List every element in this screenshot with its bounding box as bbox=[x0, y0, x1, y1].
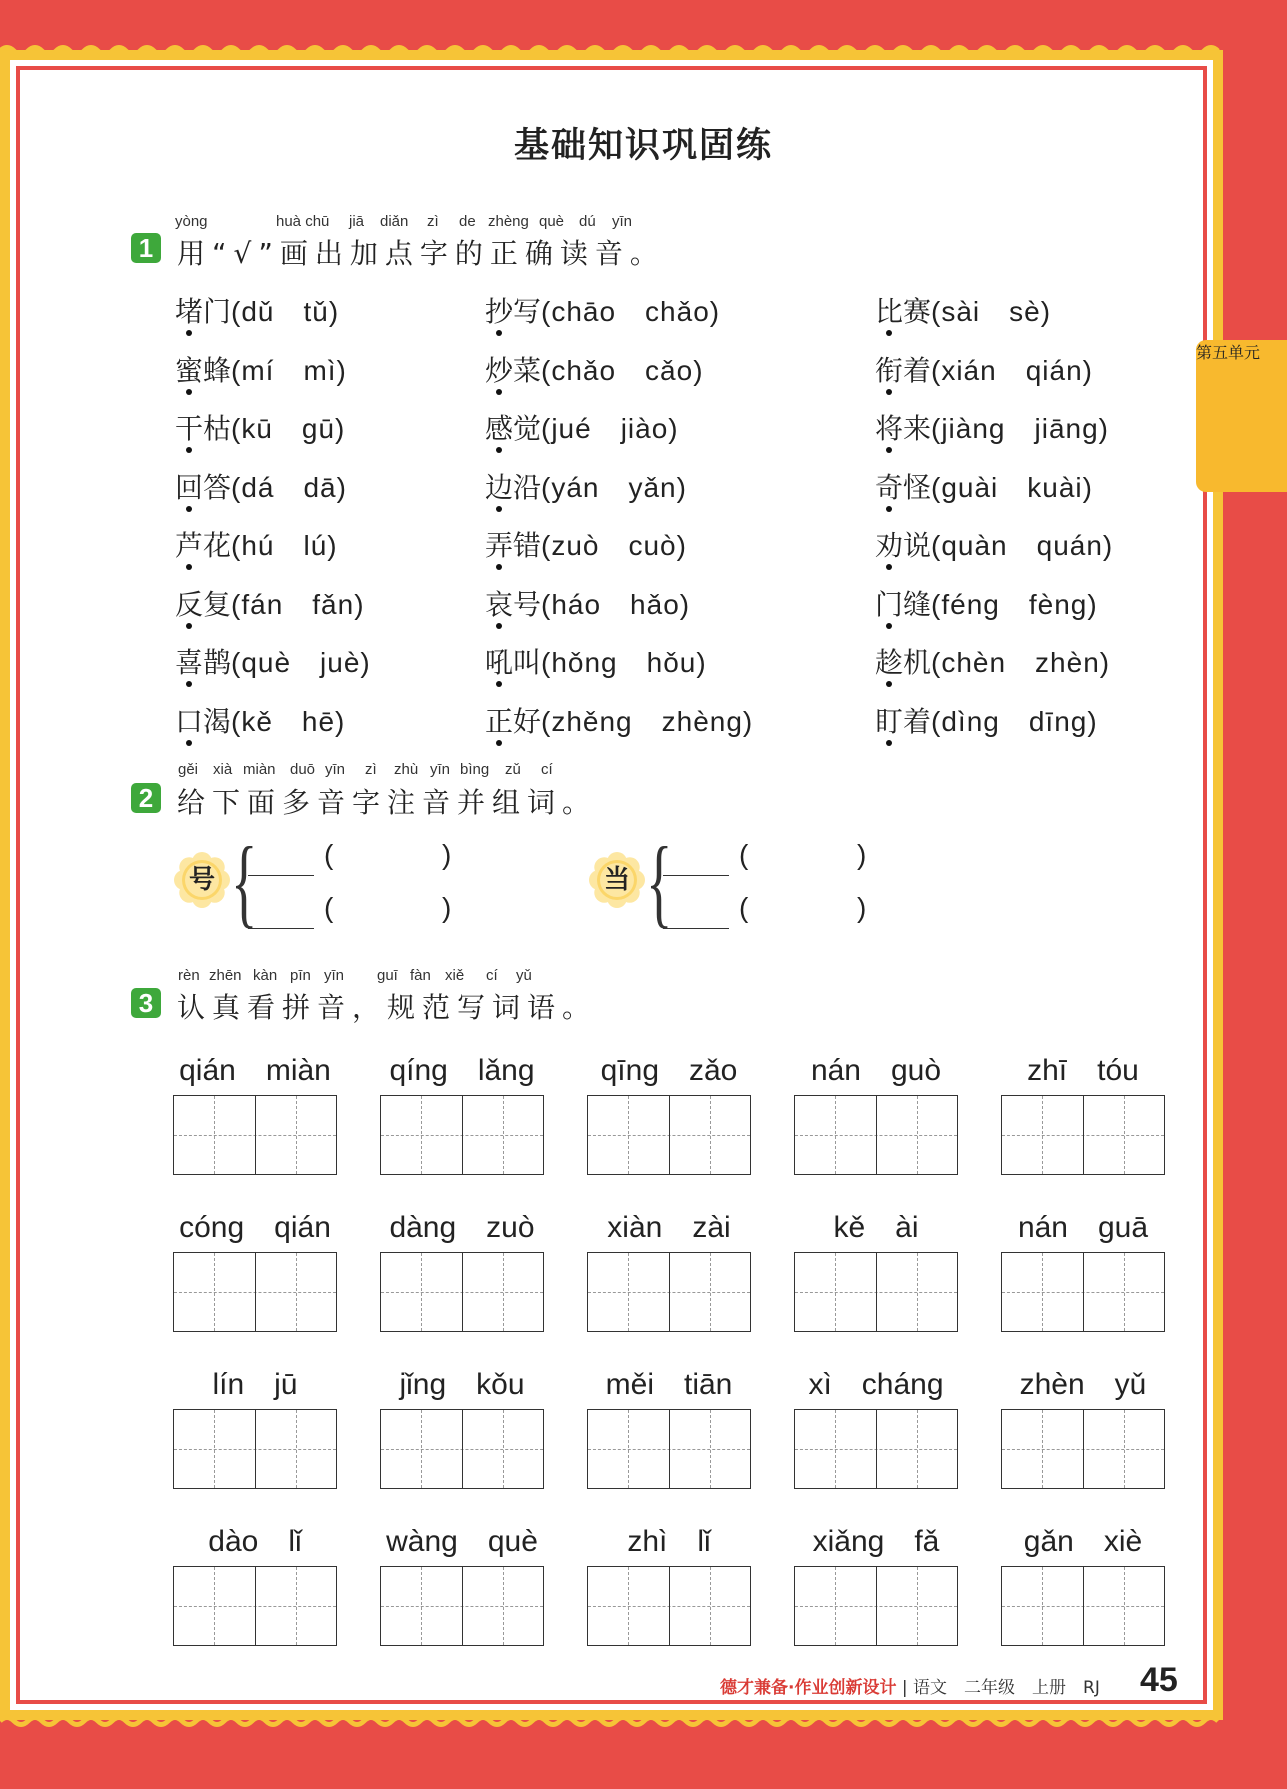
left-brace: { bbox=[231, 826, 258, 937]
writing-box[interactable] bbox=[587, 1566, 751, 1646]
writing-box[interactable] bbox=[380, 1566, 544, 1646]
pinyin-annotation: xiě bbox=[445, 967, 465, 984]
pinyin-annotation: zhù bbox=[394, 761, 419, 778]
writing-box[interactable] bbox=[1001, 1095, 1165, 1175]
emphasis-dot bbox=[886, 389, 892, 395]
pinyin-annotation: zǔ bbox=[505, 761, 521, 778]
word-pinyin: zhì lǐ bbox=[627, 1525, 711, 1558]
left-brace: { bbox=[646, 826, 673, 937]
emphasis-dot bbox=[496, 681, 502, 687]
paren-close: ) bbox=[857, 839, 867, 870]
reading-item bbox=[875, 466, 1093, 506]
top-wave-border bbox=[0, 44, 1223, 58]
emphasis-dot bbox=[886, 623, 892, 629]
word-pinyin: xiǎng fǎ bbox=[812, 1525, 940, 1558]
word-pinyin: dàng zuò bbox=[389, 1211, 535, 1244]
pinyin-annotation: kàn bbox=[253, 967, 278, 984]
paren-open: ( bbox=[324, 892, 334, 923]
word-pinyin: nán guò bbox=[810, 1054, 942, 1087]
reading-options[interactable]: (hú lú) bbox=[231, 530, 338, 561]
writing-box[interactable] bbox=[794, 1095, 958, 1175]
reading-options[interactable]: (zuò cuò) bbox=[541, 530, 687, 561]
reading-word: 劝说 bbox=[875, 529, 932, 562]
reading-options[interactable]: (kě hē) bbox=[231, 705, 346, 737]
writing-box[interactable] bbox=[173, 1409, 337, 1489]
reading-options[interactable]: (hǒng hǒu) bbox=[541, 647, 707, 678]
reading-item bbox=[175, 407, 345, 447]
question-1-pinyin bbox=[0, 213, 800, 231]
writing-box[interactable] bbox=[587, 1095, 751, 1175]
paren-open: ( bbox=[739, 839, 749, 870]
reading-options[interactable]: (guài kuài) bbox=[931, 471, 1093, 503]
emphasis-dot bbox=[186, 389, 192, 395]
reading-word: 蜜蜂 bbox=[175, 353, 232, 387]
reading-options[interactable]: (chāo chǎo) bbox=[541, 296, 721, 327]
emphasis-dot bbox=[496, 447, 502, 453]
reading-item bbox=[175, 290, 339, 330]
pinyin-annotation: zhèng bbox=[488, 213, 529, 230]
word-pinyin: jǐng kǒu bbox=[399, 1368, 525, 1401]
reading-item bbox=[485, 641, 707, 681]
writing-box[interactable] bbox=[380, 1409, 544, 1489]
reading-word: 边沿 bbox=[485, 470, 542, 504]
footer-text bbox=[720, 1673, 1100, 1698]
pinyin-annotation: fàn bbox=[410, 967, 431, 984]
emphasis-dot bbox=[496, 623, 502, 629]
pinyin-annotation: jiā bbox=[349, 213, 365, 230]
reading-word: 将来 bbox=[875, 412, 932, 445]
polyphone-char: 号 bbox=[188, 865, 215, 895]
reading-word: 回答 bbox=[175, 470, 232, 504]
word-pinyin: zhī tóu bbox=[1027, 1054, 1139, 1087]
reading-item bbox=[875, 641, 1110, 681]
reading-options[interactable]: (féng fèng) bbox=[931, 588, 1098, 620]
question-3-badge: 3 bbox=[131, 988, 161, 1018]
reading-options[interactable]: (mí mì) bbox=[231, 354, 347, 386]
reading-item bbox=[175, 583, 365, 623]
question-2-pinyin bbox=[0, 761, 800, 779]
pinyin-annotation: yīn bbox=[325, 761, 346, 778]
reading-word: 感觉 bbox=[485, 412, 542, 445]
emphasis-dot bbox=[886, 740, 892, 746]
reading-item bbox=[485, 290, 720, 330]
word-pinyin: qián miàn bbox=[179, 1054, 331, 1087]
reading-options[interactable]: (jué jiào) bbox=[541, 413, 679, 444]
reading-word: 衔着 bbox=[875, 353, 932, 387]
emphasis-dot bbox=[186, 330, 192, 336]
writing-box[interactable] bbox=[794, 1566, 958, 1646]
pinyin-annotation: rèn bbox=[178, 967, 200, 984]
reading-item bbox=[175, 700, 345, 740]
reading-item bbox=[175, 349, 347, 389]
question-3-pinyin bbox=[0, 967, 800, 985]
reading-item bbox=[485, 349, 704, 389]
question-2-badge: 2 bbox=[131, 783, 161, 813]
word-pinyin: lín jū bbox=[212, 1368, 298, 1401]
reading-options[interactable]: (xián qián) bbox=[931, 354, 1093, 386]
reading-word: 喜鹊 bbox=[175, 646, 232, 679]
reading-word: 哀号 bbox=[485, 587, 542, 621]
pinyin-blank[interactable] bbox=[663, 875, 729, 876]
question-2-instruction: 给下面多音字注音并组词。 bbox=[177, 786, 598, 819]
pinyin-annotation: cí bbox=[486, 967, 498, 984]
emphasis-dot bbox=[886, 506, 892, 512]
reading-options[interactable]: (dìng dīng) bbox=[931, 705, 1098, 737]
question-1-badge: 1 bbox=[131, 233, 161, 263]
reading-item bbox=[875, 407, 1109, 447]
reading-word: 趁机 bbox=[875, 646, 932, 679]
reading-item bbox=[875, 524, 1113, 564]
pinyin-annotation: de bbox=[459, 213, 476, 230]
emphasis-dot bbox=[186, 506, 192, 512]
emphasis-dot bbox=[186, 623, 192, 629]
paren-close: ) bbox=[442, 892, 452, 923]
pinyin-annotation: yīn bbox=[430, 761, 451, 778]
reading-word: 抄写 bbox=[485, 295, 542, 328]
unit-tab-label: 第五单元 bbox=[1196, 343, 1261, 362]
reading-options[interactable]: (què juè) bbox=[231, 647, 371, 678]
pinyin-blank[interactable] bbox=[248, 875, 314, 876]
word-pinyin: gǎn xiè bbox=[1023, 1525, 1143, 1558]
writing-box[interactable] bbox=[173, 1252, 337, 1332]
paren-close: ) bbox=[442, 839, 452, 870]
reading-word: 炒菜 bbox=[485, 353, 542, 387]
pinyin-annotation: cí bbox=[541, 761, 553, 778]
reading-options[interactable]: (sài sè) bbox=[931, 296, 1052, 327]
writing-box[interactable] bbox=[173, 1566, 337, 1646]
bottom-wave-border bbox=[0, 1714, 1223, 1728]
reading-options[interactable]: (jiàng jiāng) bbox=[931, 413, 1109, 444]
footer-separator: | bbox=[901, 1678, 908, 1698]
emphasis-dot bbox=[496, 330, 502, 336]
reading-word: 门缝 bbox=[875, 587, 932, 621]
reading-word: 弄错 bbox=[485, 529, 542, 562]
word-pinyin: xiàn zài bbox=[607, 1211, 731, 1244]
reading-options[interactable]: (yán yǎn) bbox=[541, 471, 687, 503]
pinyin-annotation: huà chū bbox=[276, 213, 330, 230]
paren-close: ) bbox=[857, 892, 867, 923]
pinyin-annotation: diǎn bbox=[380, 213, 409, 230]
reading-item bbox=[485, 700, 753, 740]
writing-box[interactable] bbox=[587, 1409, 751, 1489]
writing-box[interactable] bbox=[587, 1252, 751, 1332]
pinyin-annotation: zì bbox=[365, 761, 377, 778]
reading-item bbox=[485, 583, 690, 623]
pinyin-annotation: duō bbox=[290, 761, 316, 778]
reading-options[interactable]: (chǎo cǎo) bbox=[541, 354, 704, 386]
reading-options[interactable]: (kū gū) bbox=[231, 413, 346, 444]
emphasis-dot bbox=[886, 447, 892, 453]
emphasis-dot bbox=[496, 564, 502, 570]
word-pinyin: qíng lǎng bbox=[389, 1054, 535, 1087]
reading-word: 奇怪 bbox=[875, 470, 932, 504]
reading-options[interactable]: (dǔ tǔ) bbox=[231, 296, 340, 327]
writing-box[interactable] bbox=[794, 1252, 958, 1332]
page-title: 基础知识巩固练 bbox=[513, 126, 773, 165]
reading-item bbox=[175, 466, 347, 506]
footer-info: 语文 二年级 上册 RJ bbox=[913, 1678, 1100, 1698]
writing-box[interactable] bbox=[1001, 1252, 1165, 1332]
word-pinyin: qīng zǎo bbox=[600, 1054, 738, 1087]
pinyin-annotation: guī bbox=[377, 967, 398, 984]
word-pinyin: měi tiān bbox=[605, 1368, 733, 1401]
emphasis-dot bbox=[496, 389, 502, 395]
emphasis-dot bbox=[186, 564, 192, 570]
pinyin-annotation: gěi bbox=[178, 761, 199, 778]
pinyin-annotation: dú bbox=[579, 213, 596, 230]
writing-box[interactable] bbox=[1001, 1409, 1165, 1489]
pinyin-annotation: què bbox=[539, 213, 565, 230]
reading-word: 比赛 bbox=[875, 295, 932, 328]
reading-word: 盯着 bbox=[875, 704, 932, 738]
emphasis-dot bbox=[886, 330, 892, 336]
emphasis-dot bbox=[886, 681, 892, 687]
reading-item bbox=[175, 641, 371, 681]
pinyin-annotation: yīn bbox=[324, 967, 345, 984]
footer-brand: 德才兼备·作业创新设计 bbox=[720, 1678, 897, 1698]
writing-box[interactable] bbox=[173, 1095, 337, 1175]
reading-item bbox=[175, 524, 338, 564]
pinyin-annotation: zì bbox=[427, 213, 439, 230]
emphasis-dot bbox=[886, 564, 892, 570]
pinyin-annotation: xià bbox=[213, 761, 233, 778]
reading-item bbox=[875, 349, 1093, 389]
reading-word: 反复 bbox=[175, 587, 232, 621]
reading-word: 干枯 bbox=[175, 412, 232, 445]
reading-word: 堵门 bbox=[175, 295, 232, 328]
word-pinyin: kě ài bbox=[833, 1211, 919, 1244]
pinyin-annotation: yòng bbox=[175, 213, 208, 230]
question-3-instruction: 认真看拼音，规范写词语。 bbox=[177, 991, 598, 1024]
pinyin-blank[interactable] bbox=[663, 928, 729, 929]
reading-item bbox=[875, 290, 1051, 330]
writing-box[interactable] bbox=[1001, 1566, 1165, 1646]
pinyin-annotation: miàn bbox=[243, 761, 276, 778]
paren-open: ( bbox=[739, 892, 749, 923]
word-pinyin: xì cháng bbox=[808, 1368, 944, 1401]
word-pinyin: dào lǐ bbox=[208, 1525, 302, 1558]
reading-options[interactable]: (zhěng zhèng) bbox=[541, 705, 754, 737]
pinyin-annotation: bìng bbox=[460, 761, 490, 778]
question-1-instruction: 用“√”画出加点字的正确读音。 bbox=[177, 237, 665, 270]
reading-word: 芦花 bbox=[175, 529, 232, 562]
reading-options[interactable]: (quàn quán) bbox=[931, 530, 1114, 561]
reading-word: 口渴 bbox=[175, 704, 232, 738]
word-pinyin: cóng qián bbox=[179, 1211, 331, 1244]
emphasis-dot bbox=[186, 681, 192, 687]
reading-item bbox=[485, 407, 679, 447]
polyphone-char: 当 bbox=[603, 865, 630, 895]
reading-word: 正好 bbox=[485, 704, 542, 738]
word-pinyin: nán guā bbox=[1017, 1211, 1149, 1244]
paren-open: ( bbox=[324, 839, 334, 870]
reading-item bbox=[485, 524, 687, 564]
reading-item bbox=[485, 466, 687, 506]
page-number: 45 bbox=[1140, 1661, 1178, 1699]
pinyin-annotation: yǔ bbox=[516, 967, 532, 984]
reading-options[interactable]: (fán fǎn) bbox=[231, 588, 365, 620]
emphasis-dot bbox=[496, 506, 502, 512]
reading-options[interactable]: (háo hǎo) bbox=[541, 588, 691, 620]
word-pinyin: zhèn yǔ bbox=[1019, 1368, 1147, 1401]
reading-item bbox=[875, 700, 1098, 740]
emphasis-dot bbox=[186, 447, 192, 453]
pinyin-annotation: yīn bbox=[612, 213, 633, 230]
reading-options[interactable]: (chèn zhèn) bbox=[931, 647, 1111, 678]
emphasis-dot bbox=[496, 740, 502, 746]
pinyin-blank[interactable] bbox=[248, 928, 314, 929]
pinyin-annotation: zhēn bbox=[209, 967, 242, 984]
writing-box[interactable] bbox=[380, 1095, 544, 1175]
emphasis-dot bbox=[186, 740, 192, 746]
reading-item bbox=[875, 583, 1098, 623]
reading-word: 吼叫 bbox=[485, 646, 542, 679]
word-pinyin: wàng què bbox=[386, 1525, 538, 1558]
reading-options[interactable]: (dá dā) bbox=[231, 471, 347, 503]
writing-box[interactable] bbox=[794, 1409, 958, 1489]
pinyin-annotation: pīn bbox=[290, 967, 311, 984]
writing-box[interactable] bbox=[380, 1252, 544, 1332]
